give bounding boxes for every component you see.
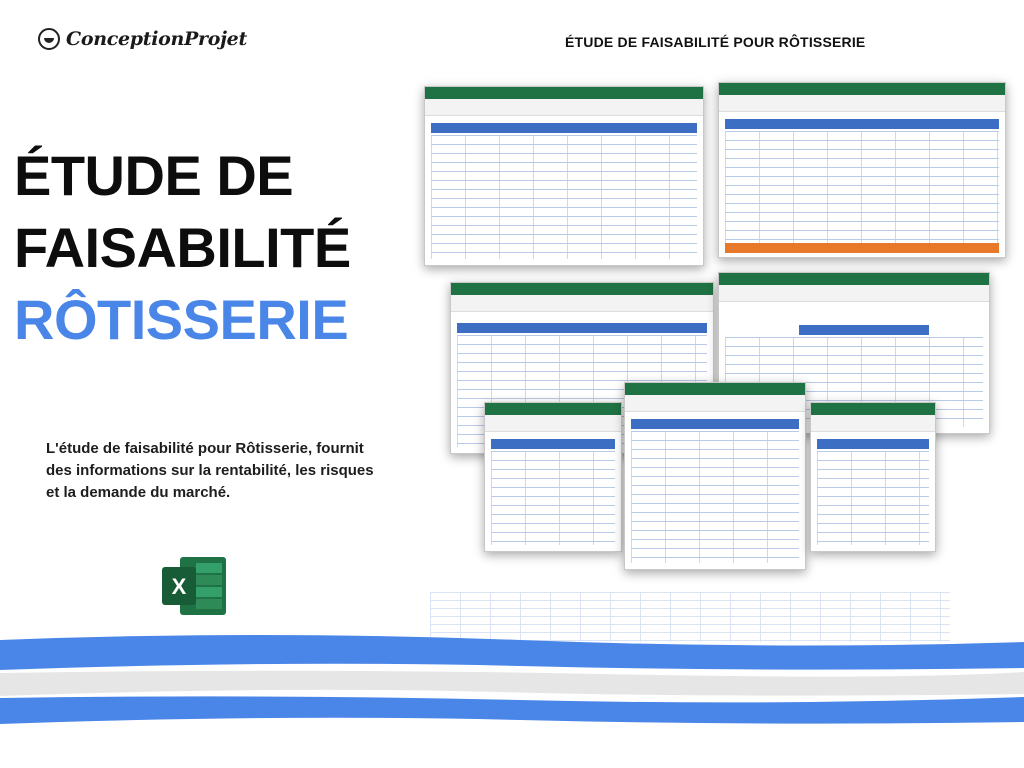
logo-text: ConceptionProjet (66, 28, 247, 50)
hero-line-3: RÔTISSERIE (14, 288, 349, 351)
svg-text:X: X (171, 574, 187, 599)
description-text: L'étude de faisabilité pour Rôtisserie, fournit des informations sur la rentabilité, les risques et la demande du marché. (46, 440, 374, 501)
hero-line-1: ÉTUDE DE (14, 144, 294, 207)
hero-line-2: FAISABILITÉ (14, 216, 351, 279)
page-title: ÉTUDE DE FAISABILITÉ POUR RÔTISSERIE (565, 34, 866, 50)
